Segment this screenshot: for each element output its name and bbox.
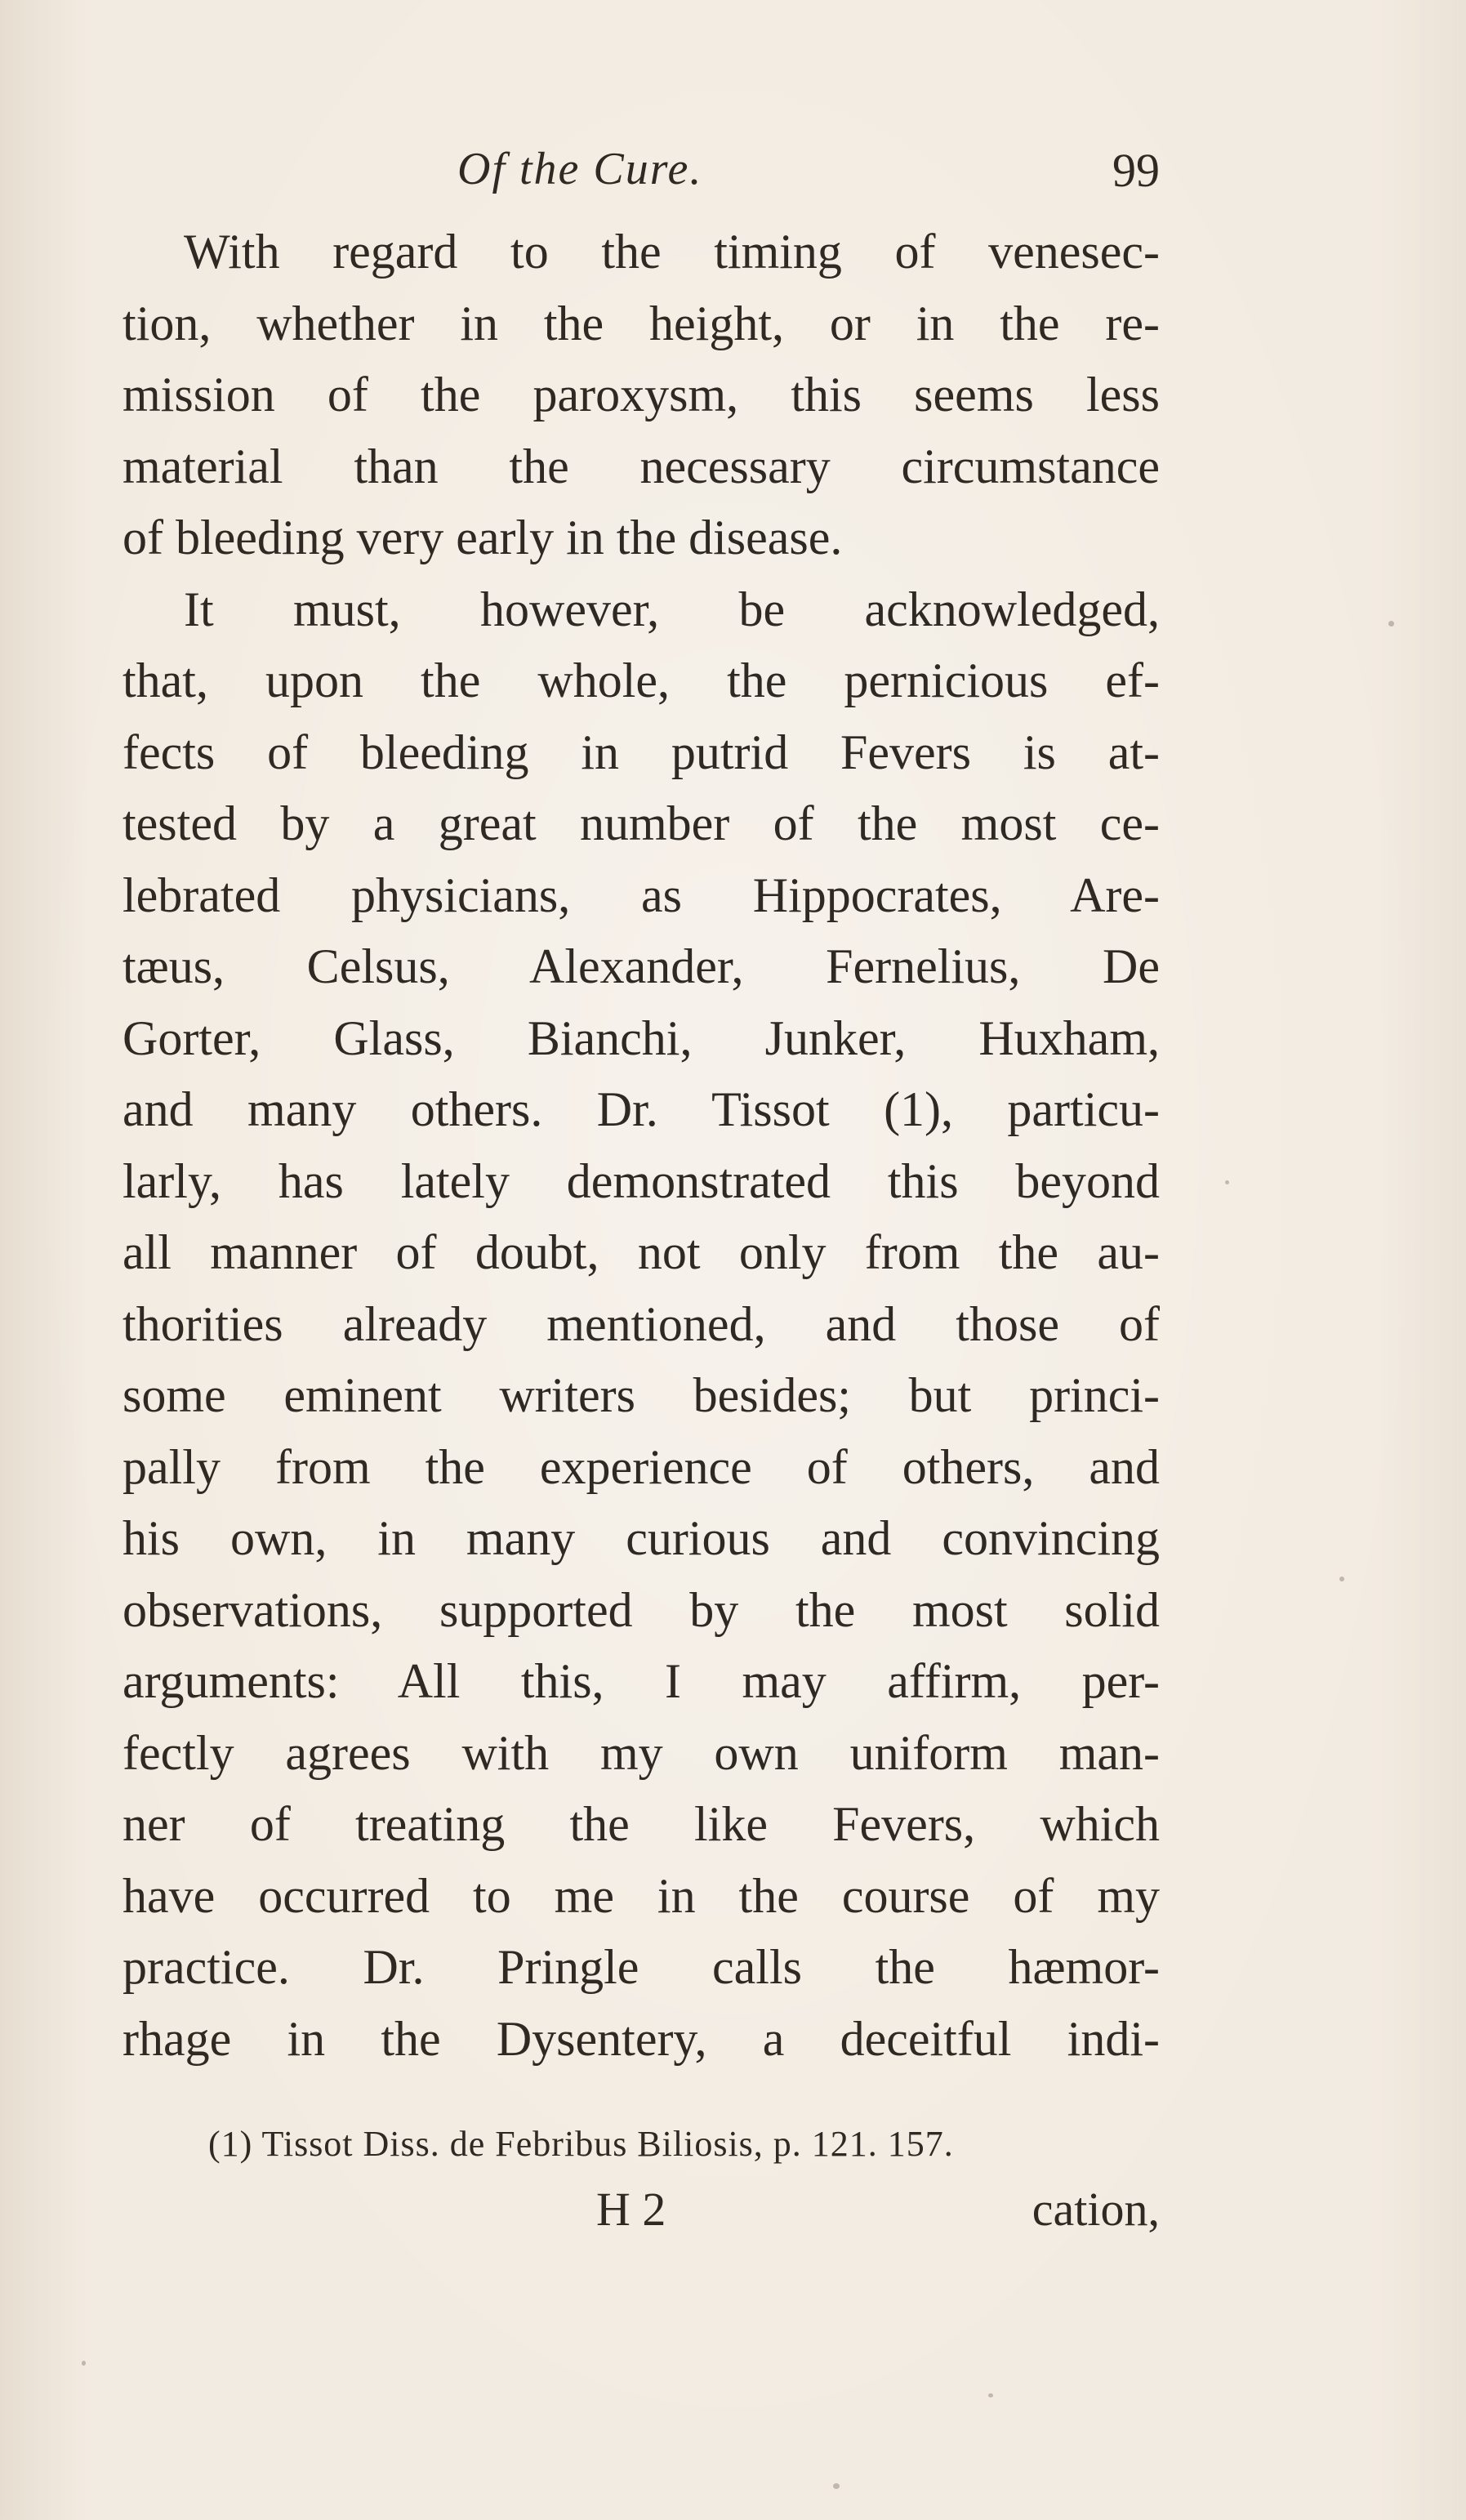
text-line: observations, supported by the most solid — [123, 1582, 1160, 1637]
text-line: larly, has lately demonstrated this beyond — [123, 1153, 1160, 1208]
signature-mark: H 2 — [596, 2183, 666, 2236]
paper-speck — [1388, 621, 1394, 627]
text-line: tested by a great number of the most ce- — [123, 796, 1160, 850]
text-line: arguments: All this, I may affirm, per- — [123, 1654, 1160, 1708]
text-line: It must, however, be acknowledged, — [184, 582, 1160, 636]
body-text — [123, 216, 1160, 2075]
footnote: (1) Tissot Diss. de Febribus Biliosis, p. 121. 157. — [208, 2124, 954, 2164]
text-line: fectly agrees with my own uniform man- — [123, 1725, 1160, 1780]
text-line: rhage in the Dysentery, a deceitful indi- — [123, 2011, 1160, 2066]
text-line: ner of treating the like Fevers, which — [123, 1797, 1160, 1851]
running-title: Of the Cure. — [457, 144, 703, 194]
paper-speck — [1225, 1180, 1229, 1184]
page-number: 99 — [1112, 144, 1160, 197]
running-head — [123, 143, 1160, 216]
page-foot — [123, 2177, 1160, 2242]
text-line: mission of the paroxysm, this seems less — [123, 368, 1160, 421]
text-line: some eminent writers besides; but princi- — [123, 1368, 1160, 1422]
text-line: that, upon the whole, the pernicious ef- — [123, 653, 1160, 707]
text-line: his own, in many curious and convincing — [123, 1511, 1160, 1565]
text-line: material than the necessary circumstance — [123, 439, 1160, 493]
text-line: lebrated physicians, as Hippocrates, Are- — [123, 868, 1160, 922]
text-line: all manner of doubt, not only from the au- — [123, 1225, 1160, 1279]
text-line: tion, whether in the height, or in the re- — [123, 296, 1160, 350]
paper-speck — [82, 2361, 86, 2366]
text-line: of bleeding very early in the disease. — [123, 511, 843, 564]
text-line: fects of bleeding in putrid Fevers is at- — [123, 725, 1160, 779]
paper-speck — [833, 2483, 840, 2489]
text-line: thorities already mentioned, and those of — [123, 1296, 1160, 1351]
catchword: cation, — [1032, 2183, 1160, 2236]
text-line: tæus, Celsus, Alexander, Fernelius, De — [123, 939, 1160, 993]
paper-speck — [988, 2393, 993, 2397]
text-line: With regard to the timing of venesec- — [184, 225, 1160, 279]
paper-speck — [1339, 1577, 1344, 1581]
text-line: have occurred to me in the course of my — [123, 1868, 1160, 1923]
text-line: and many others. Dr. Tissot (1), particu- — [123, 1082, 1160, 1136]
text-line: pally from the experience of others, and — [123, 1439, 1160, 1494]
text-line: Gorter, Glass, Bianchi, Junker, Huxham, — [123, 1010, 1160, 1065]
text-line: practice. Dr. Pringle calls the hæmor- — [123, 1940, 1160, 1994]
